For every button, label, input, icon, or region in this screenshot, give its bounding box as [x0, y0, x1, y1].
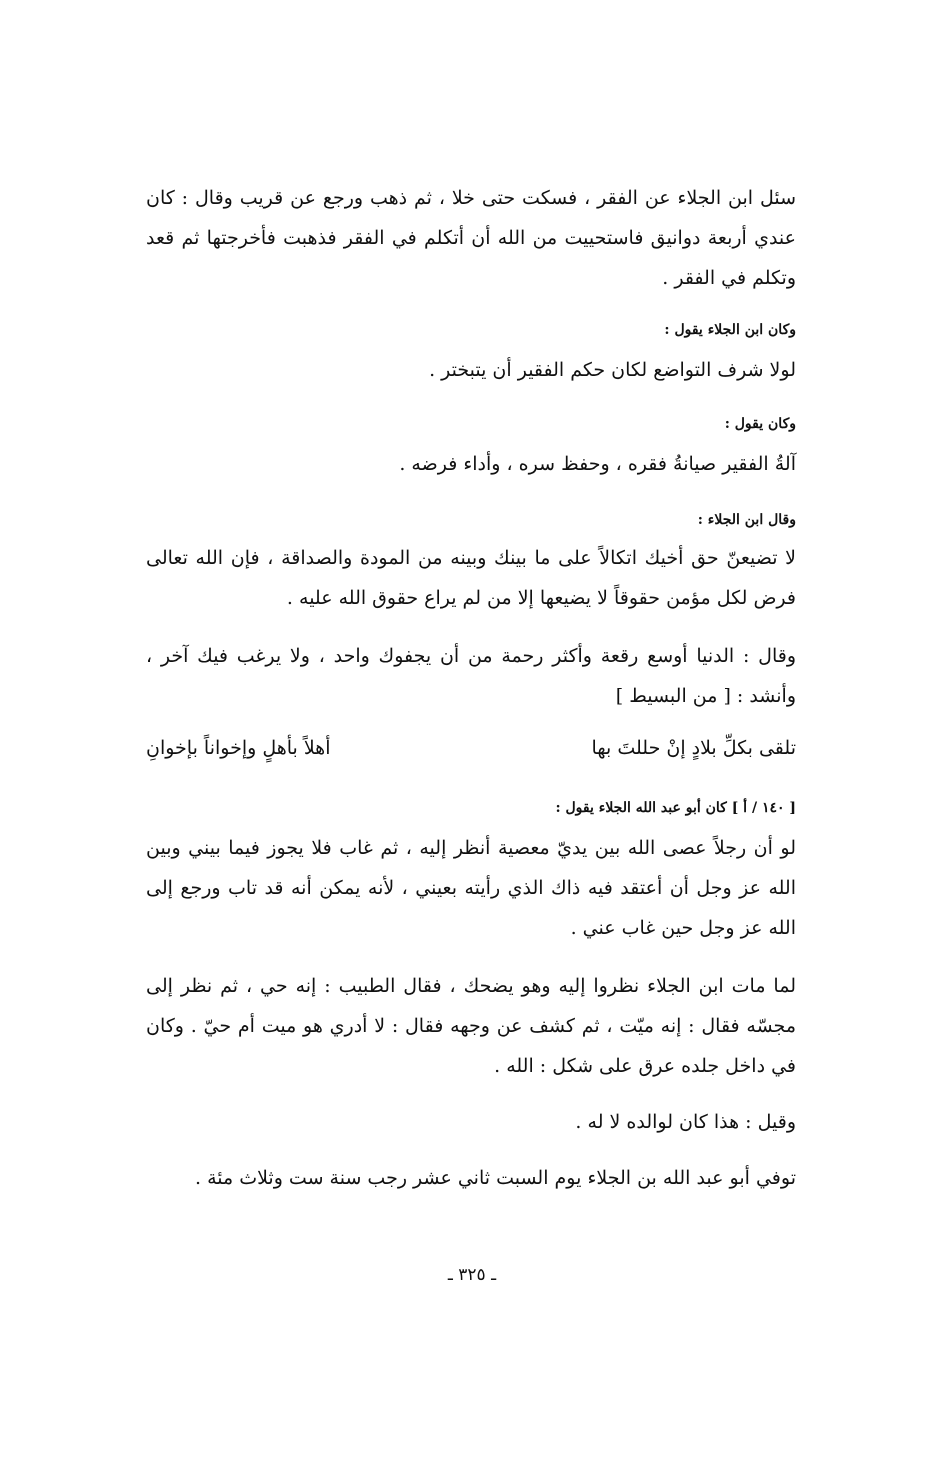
verse-second-hemistich: أهلاً بأهلٍ وإخواناً بإخوانِ — [146, 737, 331, 759]
page-number: ـ ٣٢٥ ـ — [447, 1265, 497, 1285]
section-heading: وقال ابن الجلاء : — [697, 512, 796, 528]
paragraph-death-date: توفي أبو عبد الله بن الجلاء يوم السبت ثاني عشر رجب سنة ست وثلاث مئة . — [194, 1167, 796, 1189]
paragraph-tools-of-poor: آلةُ الفقير صيانةُ فقره ، وحفظ سره ، وأداء فرضه . — [399, 453, 796, 475]
paragraph-father-note: وقيل : هذا كان لوالده لا له . — [575, 1111, 796, 1133]
poem-verse — [146, 728, 836, 768]
section-heading: وكان يقول : — [724, 416, 796, 432]
verse-first-hemistich: تلقى بكلِّ بلادٍ إنْ حللتَ بها — [591, 737, 796, 759]
paragraph-poverty-question: سئل ابن الجلاء عن الفقر ، فسكت حتى خلا ، ثم ذهب ورجع عن قريب وقال : كان عندي أربعة دوانيق فاستحييت من الله أن أتكلم في الفقر فذهبت فأخرجتها ثم قعد وتكلم في الفقر . — [146, 187, 796, 289]
paragraph-death: لما مات ابن الجلاء نظروا إليه وهو يضحك ، فقال الطبيب : إنه حي ، ثم نظر إلى مجسّه فقال : إنه ميّت ، ثم كشف عن وجهه فقال : لا أدري هو ميت أم حيّ . وكان في داخل جلده عرق على شكل : الله . — [146, 975, 796, 1077]
paragraph-sinner: لو أن رجلاً عصى الله بين يديّ معصية أنظر إليه ، ثم غاب فلا يجوز فيما بيني وبين الله عز وجل أن أعتقد فيه ذاك الذي رأيته بعيني ، لأنه يمكن أنه قد تاب ورجع إلى الله عز وجل حين غاب عني . — [146, 837, 796, 939]
section-heading: وكان ابن الجلاء يقول : — [664, 322, 796, 338]
paragraph-brother-rights: لا تضيعنّ حق أخيك اتكالاً على ما بينك وبينه من المودة والصداقة ، فإن الله تعالى فرض لكل مؤمن حقوقاً لا يضيعها إلا من لم يراع حقوق الله عليه . — [146, 547, 796, 609]
paragraph-world-wide: وقال : الدنيا أوسع رقعة وأكثر رحمة من أن يجفوك واحد ، ولا يرغب فيك آخر ، وأنشد : [ من البسيط ] — [146, 645, 796, 707]
section-heading: [ ١٤٠ / أ ] كان أبو عبد الله الجلاء يقول : — [555, 800, 796, 816]
paragraph-humility: لولا شرف التواضع لكان حكم الفقير أن يتبختر . — [429, 359, 796, 381]
